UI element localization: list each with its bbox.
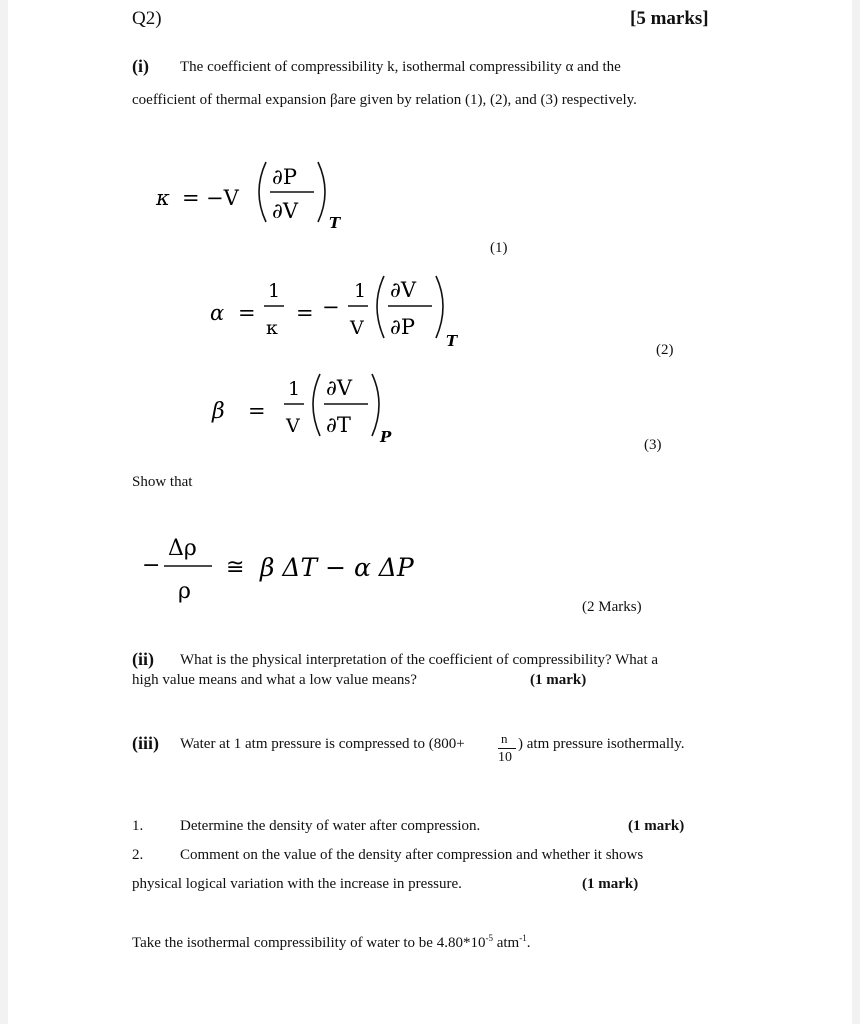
part-ii-label: (ii) [132, 649, 154, 669]
question-marks: [5 marks] [630, 8, 709, 29]
note-line [132, 933, 530, 952]
eq2-numerator: ∂V [390, 278, 417, 302]
eq1-numerator: ∂P [272, 165, 297, 189]
part-iii-text-after: ) atm pressure isothermally. [518, 736, 685, 752]
eq3-v: V [286, 415, 300, 437]
eq2-equals: = [238, 301, 256, 325]
part-ii-text-line1: What is the physical interpretation of the coefficient of compressibility? What a [180, 652, 659, 668]
eq2-kappa: κ [266, 317, 278, 339]
part-i-text-line1: The coefficient of compressibility k, isothermal compressibility α and the [180, 59, 621, 75]
note-end: . [526, 935, 531, 951]
eq2-number: (2) [656, 342, 674, 358]
eq2-one-a: 1 [268, 280, 281, 302]
eq1-denominator: ∂V [272, 199, 299, 223]
item-2-text-line2: physical logical variation with the increase in pressure. [132, 876, 462, 892]
eq2-lhs: α [210, 301, 225, 325]
show-that-label: Show that [132, 474, 193, 490]
show-denominator: ρ [178, 579, 191, 604]
part-iii-frac-bar [498, 748, 516, 749]
item-1-marks: (1 mark) [628, 818, 685, 834]
item-2-marks: (1 mark) [582, 876, 639, 892]
question-label: Q2) [132, 8, 162, 29]
eq3-left-paren [313, 374, 320, 436]
eq3-denominator: ∂T [326, 413, 351, 437]
eq2-right-paren [436, 276, 443, 338]
show-that-marks: (2 Marks) [582, 599, 642, 615]
eq2-left-paren [377, 276, 384, 338]
eq3-number: (3) [644, 437, 662, 453]
eq3-equals: = [248, 399, 266, 423]
show-that-equation [132, 522, 462, 606]
equation-3 [204, 364, 404, 448]
eq2-minus: − [322, 295, 340, 319]
eq2-subscript: T [446, 332, 458, 350]
show-approx: ≅ [226, 555, 245, 580]
part-iii-frac-den: 10 [498, 750, 512, 765]
part-iii-label: (iii) [132, 733, 159, 753]
part-ii-marks: (1 mark) [530, 672, 587, 688]
part-i-label: (i) [132, 56, 149, 76]
eq3-lhs: β [212, 399, 225, 424]
eq1-left-paren [259, 162, 266, 222]
part-i-text-line2: coefficient of thermal expansion βare given by relation (1), (2), and (3) respectively. [132, 92, 637, 108]
note-unit: atm [492, 935, 520, 951]
note-unit-exponent: -1 [519, 933, 527, 943]
item-1-number: 1. [132, 818, 144, 834]
part-iii-text-before: Water at 1 atm pressure is compressed to (800+ [180, 736, 465, 752]
eq1-equals: = [182, 186, 200, 210]
equation-1 [148, 152, 368, 232]
eq1-minus-v: −V [206, 186, 239, 210]
part-iii-frac-num: n [501, 731, 508, 746]
eq3-one: 1 [288, 378, 301, 400]
item-2-number: 2. [132, 847, 144, 863]
eq3-subscript: P [380, 428, 392, 446]
eq1-number: (1) [490, 240, 508, 256]
eq2-denominator: ∂P [390, 315, 415, 339]
note-exponent: -5 [485, 933, 493, 943]
eq2-equals-2: = [296, 301, 314, 325]
equation-2 [204, 266, 474, 350]
show-numerator: Δρ [168, 536, 197, 561]
eq2-one-b: 1 [354, 280, 367, 302]
eq3-numerator: ∂V [326, 376, 353, 400]
eq1-lhs: κ [156, 186, 170, 210]
show-minus: − [142, 553, 161, 578]
document-page [8, 0, 852, 1024]
eq3-right-paren [372, 374, 379, 436]
note-text: Take the isothermal compressibility of water to be 4.80*10 [132, 935, 486, 951]
item-2-text: Comment on the value of the density after compression and whether it shows [180, 847, 644, 863]
item-1-text: Determine the density of water after compression. [180, 818, 481, 834]
eq2-v: V [350, 317, 364, 339]
eq1-subscript: T [329, 214, 341, 232]
part-ii-text-line2: high value means and what a low value means? [132, 672, 417, 688]
eq1-right-paren [318, 162, 325, 222]
show-rhs: β ΔT − α ΔP [260, 553, 414, 582]
